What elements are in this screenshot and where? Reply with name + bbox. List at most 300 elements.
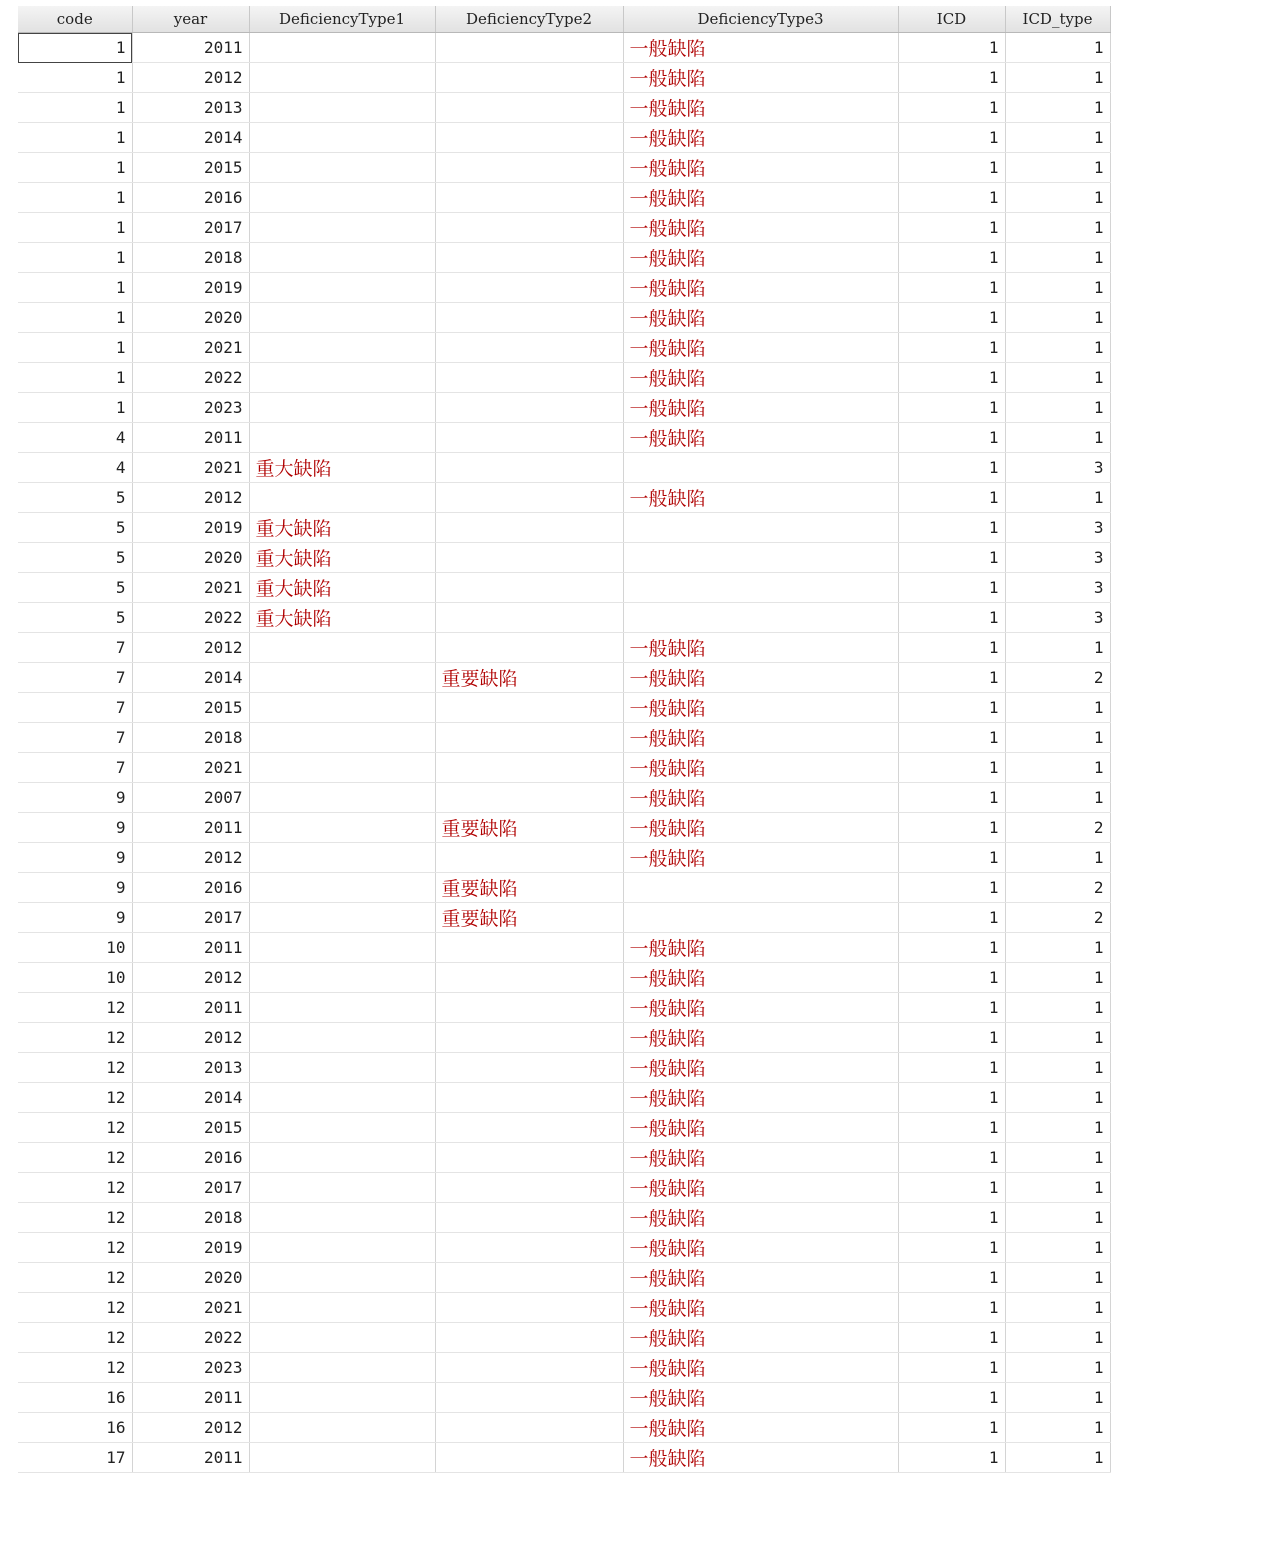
icd-cell[interactable]: 1	[898, 933, 1005, 963]
deficiencytype3-cell[interactable]: 一般缺陷	[623, 243, 898, 273]
deficiencytype2-cell[interactable]	[435, 753, 623, 783]
table-row[interactable]	[18, 1083, 1110, 1113]
year-cell[interactable]: 2021	[132, 753, 249, 783]
table-row[interactable]	[18, 213, 1110, 243]
table-row[interactable]	[18, 333, 1110, 363]
year-cell[interactable]: 2019	[132, 273, 249, 303]
table-row[interactable]	[18, 1323, 1110, 1353]
code-cell[interactable]: 1	[18, 213, 132, 243]
table-row[interactable]	[18, 903, 1110, 933]
deficiencytype3-cell[interactable]: 一般缺陷	[623, 963, 898, 993]
code-cell[interactable]: 16	[18, 1383, 132, 1413]
deficiencytype3-cell[interactable]: 一般缺陷	[623, 1353, 898, 1383]
code-cell[interactable]: 1	[18, 93, 132, 123]
deficiencytype2-cell[interactable]	[435, 213, 623, 243]
deficiencytype3-cell[interactable]: 一般缺陷	[623, 1203, 898, 1233]
deficiencytype3-cell[interactable]: 一般缺陷	[623, 303, 898, 333]
year-cell[interactable]: 2011	[132, 1383, 249, 1413]
deficiencytype1-cell[interactable]	[249, 1203, 435, 1233]
icd-cell[interactable]: 1	[898, 1413, 1005, 1443]
deficiencytype1-cell[interactable]	[249, 843, 435, 873]
code-cell[interactable]: 4	[18, 453, 132, 483]
icd-type-cell[interactable]: 1	[1005, 153, 1110, 183]
deficiencytype2-cell[interactable]	[435, 93, 623, 123]
deficiencytype2-cell[interactable]	[435, 1353, 623, 1383]
icd-cell[interactable]: 1	[898, 63, 1005, 93]
code-cell[interactable]: 12	[18, 1263, 132, 1293]
deficiencytype2-cell[interactable]	[435, 1413, 623, 1443]
icd-type-cell[interactable]: 1	[1005, 1053, 1110, 1083]
deficiencytype1-cell[interactable]	[249, 1173, 435, 1203]
icd-type-cell[interactable]: 1	[1005, 1323, 1110, 1353]
table-row[interactable]	[18, 93, 1110, 123]
deficiencytype3-cell[interactable]: 一般缺陷	[623, 483, 898, 513]
deficiencytype2-cell[interactable]	[435, 483, 623, 513]
year-cell[interactable]: 2019	[132, 1233, 249, 1263]
icd-cell[interactable]: 1	[898, 573, 1005, 603]
icd-type-cell[interactable]: 1	[1005, 933, 1110, 963]
deficiencytype3-cell[interactable]: 一般缺陷	[623, 1143, 898, 1173]
deficiencytype3-cell[interactable]	[623, 543, 898, 573]
deficiencytype3-cell[interactable]: 一般缺陷	[623, 33, 898, 63]
icd-cell[interactable]: 1	[898, 813, 1005, 843]
code-cell[interactable]: 12	[18, 1173, 132, 1203]
icd-cell[interactable]: 1	[898, 453, 1005, 483]
code-cell[interactable]: 9	[18, 783, 132, 813]
deficiencytype2-cell[interactable]	[435, 843, 623, 873]
table-row[interactable]	[18, 153, 1110, 183]
deficiencytype2-cell[interactable]	[435, 63, 623, 93]
icd-cell[interactable]: 1	[898, 633, 1005, 663]
icd-cell[interactable]: 1	[898, 1203, 1005, 1233]
icd-type-cell[interactable]: 1	[1005, 753, 1110, 783]
icd-cell[interactable]: 1	[898, 993, 1005, 1023]
deficiencytype2-cell[interactable]	[435, 453, 623, 483]
deficiencytype2-cell[interactable]	[435, 1203, 623, 1233]
icd-type-cell[interactable]: 1	[1005, 1353, 1110, 1383]
icd-type-cell[interactable]: 1	[1005, 393, 1110, 423]
year-cell[interactable]: 2021	[132, 1293, 249, 1323]
table-row[interactable]	[18, 753, 1110, 783]
table-row[interactable]	[18, 603, 1110, 633]
year-cell[interactable]: 2011	[132, 813, 249, 843]
table-row[interactable]	[18, 513, 1110, 543]
year-cell[interactable]: 2007	[132, 783, 249, 813]
icd-cell[interactable]: 1	[898, 1053, 1005, 1083]
icd-cell[interactable]: 1	[898, 33, 1005, 63]
icd-cell[interactable]: 1	[898, 543, 1005, 573]
deficiencytype3-cell[interactable]	[623, 603, 898, 633]
column-header-year[interactable]: year	[132, 6, 249, 33]
deficiencytype1-cell[interactable]	[249, 93, 435, 123]
icd-cell[interactable]: 1	[898, 783, 1005, 813]
icd-type-cell[interactable]: 1	[1005, 843, 1110, 873]
code-cell[interactable]: 7	[18, 723, 132, 753]
icd-type-cell[interactable]: 1	[1005, 63, 1110, 93]
deficiencytype1-cell[interactable]	[249, 1023, 435, 1053]
deficiencytype1-cell[interactable]: 重大缺陷	[249, 573, 435, 603]
deficiencytype2-cell[interactable]	[435, 123, 623, 153]
table-row[interactable]	[18, 813, 1110, 843]
deficiencytype1-cell[interactable]	[249, 303, 435, 333]
icd-type-cell[interactable]: 1	[1005, 783, 1110, 813]
icd-type-cell[interactable]: 3	[1005, 543, 1110, 573]
icd-type-cell[interactable]: 1	[1005, 1023, 1110, 1053]
deficiencytype3-cell[interactable]: 一般缺陷	[623, 153, 898, 183]
deficiencytype2-cell[interactable]	[435, 1053, 623, 1083]
icd-cell[interactable]: 1	[898, 1173, 1005, 1203]
deficiencytype1-cell[interactable]	[249, 33, 435, 63]
icd-type-cell[interactable]: 1	[1005, 1233, 1110, 1263]
icd-cell[interactable]: 1	[898, 153, 1005, 183]
deficiencytype2-cell[interactable]	[435, 423, 623, 453]
icd-type-cell[interactable]: 1	[1005, 1143, 1110, 1173]
deficiencytype2-cell[interactable]	[435, 1083, 623, 1113]
icd-cell[interactable]: 1	[898, 1323, 1005, 1353]
deficiencytype1-cell[interactable]: 重大缺陷	[249, 543, 435, 573]
icd-type-cell[interactable]: 1	[1005, 1383, 1110, 1413]
deficiencytype3-cell[interactable]	[623, 873, 898, 903]
icd-type-cell[interactable]: 1	[1005, 1113, 1110, 1143]
deficiencytype3-cell[interactable]: 一般缺陷	[623, 1083, 898, 1113]
deficiencytype3-cell[interactable]: 一般缺陷	[623, 1443, 898, 1473]
deficiencytype3-cell[interactable]: 一般缺陷	[623, 1263, 898, 1293]
deficiencytype1-cell[interactable]	[249, 1383, 435, 1413]
code-cell[interactable]: 1	[18, 393, 132, 423]
year-cell[interactable]: 2013	[132, 93, 249, 123]
deficiencytype2-cell[interactable]	[435, 333, 623, 363]
deficiencytype1-cell[interactable]	[249, 183, 435, 213]
deficiencytype3-cell[interactable]: 一般缺陷	[623, 1173, 898, 1203]
icd-cell[interactable]: 1	[898, 1383, 1005, 1413]
year-cell[interactable]: 2011	[132, 933, 249, 963]
deficiencytype2-cell[interactable]	[435, 693, 623, 723]
icd-type-cell[interactable]: 2	[1005, 663, 1110, 693]
deficiencytype1-cell[interactable]	[249, 873, 435, 903]
icd-type-cell[interactable]: 1	[1005, 963, 1110, 993]
table-row[interactable]	[18, 1143, 1110, 1173]
table-row[interactable]	[18, 723, 1110, 753]
code-cell[interactable]: 1	[18, 303, 132, 333]
code-cell[interactable]: 5	[18, 513, 132, 543]
deficiencytype3-cell[interactable]	[623, 903, 898, 933]
column-header-deficiencytype2[interactable]: DeficiencyType2	[435, 6, 623, 33]
icd-type-cell[interactable]: 3	[1005, 603, 1110, 633]
table-row[interactable]	[18, 1293, 1110, 1323]
year-cell[interactable]: 2022	[132, 363, 249, 393]
icd-type-cell[interactable]: 1	[1005, 993, 1110, 1023]
deficiencytype1-cell[interactable]	[249, 243, 435, 273]
table-row[interactable]	[18, 33, 1110, 63]
year-cell[interactable]: 2015	[132, 693, 249, 723]
deficiencytype3-cell[interactable]: 一般缺陷	[623, 333, 898, 363]
code-cell[interactable]: 12	[18, 1233, 132, 1263]
icd-type-cell[interactable]: 1	[1005, 243, 1110, 273]
icd-cell[interactable]: 1	[898, 393, 1005, 423]
icd-cell[interactable]: 1	[898, 213, 1005, 243]
year-cell[interactable]: 2012	[132, 633, 249, 663]
year-cell[interactable]: 2020	[132, 1263, 249, 1293]
year-cell[interactable]: 2020	[132, 543, 249, 573]
icd-cell[interactable]: 1	[898, 93, 1005, 123]
table-row[interactable]	[18, 1263, 1110, 1293]
icd-cell[interactable]: 1	[898, 333, 1005, 363]
icd-type-cell[interactable]: 1	[1005, 183, 1110, 213]
deficiencytype2-cell[interactable]	[435, 723, 623, 753]
code-cell[interactable]: 4	[18, 423, 132, 453]
icd-cell[interactable]: 1	[898, 1083, 1005, 1113]
table-row[interactable]	[18, 1023, 1110, 1053]
deficiencytype2-cell[interactable]	[435, 1443, 623, 1473]
deficiencytype3-cell[interactable]: 一般缺陷	[623, 393, 898, 423]
year-cell[interactable]: 2023	[132, 393, 249, 423]
icd-type-cell[interactable]: 1	[1005, 33, 1110, 63]
icd-cell[interactable]: 1	[898, 963, 1005, 993]
year-cell[interactable]: 2015	[132, 1113, 249, 1143]
column-header-deficiencytype3[interactable]: DeficiencyType3	[623, 6, 898, 33]
icd-cell[interactable]: 1	[898, 243, 1005, 273]
code-cell[interactable]: 1	[18, 183, 132, 213]
icd-cell[interactable]: 1	[898, 1143, 1005, 1173]
deficiencytype2-cell[interactable]	[435, 363, 623, 393]
year-cell[interactable]: 2012	[132, 1413, 249, 1443]
deficiencytype2-cell[interactable]: 重要缺陷	[435, 903, 623, 933]
deficiencytype2-cell[interactable]	[435, 963, 623, 993]
deficiencytype3-cell[interactable]: 一般缺陷	[623, 123, 898, 153]
deficiencytype1-cell[interactable]	[249, 213, 435, 243]
deficiencytype2-cell[interactable]: 重要缺陷	[435, 873, 623, 903]
column-header-code[interactable]: code	[18, 6, 132, 33]
icd-type-cell[interactable]: 2	[1005, 903, 1110, 933]
icd-cell[interactable]: 1	[898, 123, 1005, 153]
deficiencytype1-cell[interactable]	[249, 1443, 435, 1473]
deficiencytype3-cell[interactable]: 一般缺陷	[623, 753, 898, 783]
table-row[interactable]	[18, 243, 1110, 273]
deficiencytype2-cell[interactable]	[435, 1383, 623, 1413]
code-cell[interactable]: 12	[18, 1083, 132, 1113]
year-cell[interactable]: 2017	[132, 1173, 249, 1203]
code-cell[interactable]: 1	[18, 333, 132, 363]
year-cell[interactable]: 2016	[132, 873, 249, 903]
year-cell[interactable]: 2012	[132, 63, 249, 93]
table-row[interactable]	[18, 363, 1110, 393]
icd-type-cell[interactable]: 2	[1005, 813, 1110, 843]
deficiencytype2-cell[interactable]	[435, 603, 623, 633]
deficiencytype1-cell[interactable]	[249, 1263, 435, 1293]
deficiencytype3-cell[interactable]: 一般缺陷	[623, 1383, 898, 1413]
code-cell[interactable]: 5	[18, 483, 132, 513]
table-row[interactable]	[18, 993, 1110, 1023]
code-cell[interactable]: 1	[18, 363, 132, 393]
icd-type-cell[interactable]: 3	[1005, 513, 1110, 543]
deficiencytype1-cell[interactable]	[249, 813, 435, 843]
deficiencytype1-cell[interactable]	[249, 693, 435, 723]
deficiencytype1-cell[interactable]	[249, 753, 435, 783]
table-row[interactable]	[18, 1353, 1110, 1383]
icd-type-cell[interactable]: 1	[1005, 303, 1110, 333]
table-row[interactable]	[18, 1203, 1110, 1233]
year-cell[interactable]: 2012	[132, 1023, 249, 1053]
deficiencytype3-cell[interactable]: 一般缺陷	[623, 993, 898, 1023]
deficiencytype1-cell[interactable]	[249, 1113, 435, 1143]
deficiencytype1-cell[interactable]	[249, 363, 435, 393]
deficiencytype2-cell[interactable]	[435, 1293, 623, 1323]
deficiencytype1-cell[interactable]	[249, 1353, 435, 1383]
icd-cell[interactable]: 1	[898, 1113, 1005, 1143]
code-cell[interactable]: 12	[18, 1113, 132, 1143]
table-row[interactable]	[18, 1383, 1110, 1413]
deficiencytype3-cell[interactable]: 一般缺陷	[623, 423, 898, 453]
year-cell[interactable]: 2022	[132, 603, 249, 633]
deficiencytype1-cell[interactable]	[249, 1323, 435, 1353]
deficiencytype2-cell[interactable]	[435, 1143, 623, 1173]
icd-type-cell[interactable]: 1	[1005, 363, 1110, 393]
year-cell[interactable]: 2017	[132, 903, 249, 933]
year-cell[interactable]: 2021	[132, 333, 249, 363]
table-row[interactable]	[18, 483, 1110, 513]
deficiencytype3-cell[interactable]: 一般缺陷	[623, 1053, 898, 1083]
year-cell[interactable]: 2014	[132, 1083, 249, 1113]
code-cell[interactable]: 1	[18, 33, 132, 63]
icd-cell[interactable]: 1	[898, 183, 1005, 213]
code-cell[interactable]: 7	[18, 753, 132, 783]
icd-type-cell[interactable]: 1	[1005, 1263, 1110, 1293]
deficiencytype3-cell[interactable]: 一般缺陷	[623, 693, 898, 723]
deficiencytype3-cell[interactable]: 一般缺陷	[623, 1323, 898, 1353]
table-row[interactable]	[18, 783, 1110, 813]
code-cell[interactable]: 12	[18, 1293, 132, 1323]
deficiencytype1-cell[interactable]	[249, 153, 435, 183]
icd-type-cell[interactable]: 1	[1005, 333, 1110, 363]
code-cell[interactable]: 16	[18, 1413, 132, 1443]
table-row[interactable]	[18, 1233, 1110, 1263]
deficiencytype1-cell[interactable]	[249, 663, 435, 693]
icd-cell[interactable]: 1	[898, 1023, 1005, 1053]
year-cell[interactable]: 2011	[132, 993, 249, 1023]
icd-cell[interactable]: 1	[898, 843, 1005, 873]
code-cell[interactable]: 10	[18, 933, 132, 963]
icd-type-cell[interactable]: 1	[1005, 1293, 1110, 1323]
icd-cell[interactable]: 1	[898, 303, 1005, 333]
icd-type-cell[interactable]: 1	[1005, 633, 1110, 663]
table-row[interactable]	[18, 1443, 1110, 1473]
icd-type-cell[interactable]: 1	[1005, 693, 1110, 723]
deficiencytype2-cell[interactable]	[435, 783, 623, 813]
code-cell[interactable]: 9	[18, 813, 132, 843]
icd-cell[interactable]: 1	[898, 723, 1005, 753]
icd-cell[interactable]: 1	[898, 753, 1005, 783]
deficiencytype1-cell[interactable]	[249, 1083, 435, 1113]
deficiencytype3-cell[interactable]: 一般缺陷	[623, 1233, 898, 1263]
deficiencytype2-cell[interactable]	[435, 1263, 623, 1293]
icd-type-cell[interactable]: 1	[1005, 423, 1110, 453]
year-cell[interactable]: 2012	[132, 483, 249, 513]
column-header-icd[interactable]: ICD	[898, 6, 1005, 33]
icd-cell[interactable]: 1	[898, 363, 1005, 393]
icd-type-cell[interactable]: 1	[1005, 723, 1110, 753]
year-cell[interactable]: 2018	[132, 243, 249, 273]
year-cell[interactable]: 2021	[132, 573, 249, 603]
deficiencytype3-cell[interactable]: 一般缺陷	[623, 273, 898, 303]
icd-cell[interactable]: 1	[898, 1293, 1005, 1323]
icd-cell[interactable]: 1	[898, 483, 1005, 513]
deficiencytype1-cell[interactable]	[249, 963, 435, 993]
icd-cell[interactable]: 1	[898, 1353, 1005, 1383]
icd-cell[interactable]: 1	[898, 513, 1005, 543]
code-cell[interactable]: 12	[18, 1023, 132, 1053]
icd-type-cell[interactable]: 1	[1005, 1173, 1110, 1203]
data-grid[interactable]	[18, 6, 1111, 1473]
icd-type-cell[interactable]: 1	[1005, 93, 1110, 123]
deficiencytype2-cell[interactable]	[435, 393, 623, 423]
deficiencytype1-cell[interactable]	[249, 1143, 435, 1173]
deficiencytype1-cell[interactable]	[249, 393, 435, 423]
table-row[interactable]	[18, 393, 1110, 423]
year-cell[interactable]: 2020	[132, 303, 249, 333]
icd-cell[interactable]: 1	[898, 663, 1005, 693]
code-cell[interactable]: 12	[18, 1353, 132, 1383]
icd-type-cell[interactable]: 1	[1005, 273, 1110, 303]
table-row[interactable]	[18, 963, 1110, 993]
year-cell[interactable]: 2012	[132, 843, 249, 873]
code-cell[interactable]: 5	[18, 573, 132, 603]
deficiencytype1-cell[interactable]	[249, 933, 435, 963]
table-row[interactable]	[18, 123, 1110, 153]
deficiencytype2-cell[interactable]	[435, 933, 623, 963]
deficiencytype3-cell[interactable]: 一般缺陷	[623, 183, 898, 213]
deficiencytype2-cell[interactable]	[435, 303, 623, 333]
deficiencytype3-cell[interactable]: 一般缺陷	[623, 1023, 898, 1053]
deficiencytype1-cell[interactable]	[249, 333, 435, 363]
code-cell[interactable]: 17	[18, 1443, 132, 1473]
table-row[interactable]	[18, 933, 1110, 963]
icd-type-cell[interactable]: 1	[1005, 483, 1110, 513]
icd-type-cell[interactable]: 1	[1005, 1083, 1110, 1113]
icd-type-cell[interactable]: 3	[1005, 573, 1110, 603]
deficiencytype3-cell[interactable]: 一般缺陷	[623, 213, 898, 243]
code-cell[interactable]: 1	[18, 153, 132, 183]
deficiencytype2-cell[interactable]	[435, 183, 623, 213]
deficiencytype2-cell[interactable]: 重要缺陷	[435, 813, 623, 843]
table-row[interactable]	[18, 543, 1110, 573]
year-cell[interactable]: 2014	[132, 663, 249, 693]
deficiencytype3-cell[interactable]: 一般缺陷	[623, 663, 898, 693]
icd-cell[interactable]: 1	[898, 273, 1005, 303]
year-cell[interactable]: 2019	[132, 513, 249, 543]
deficiencytype2-cell[interactable]	[435, 153, 623, 183]
year-cell[interactable]: 2016	[132, 183, 249, 213]
deficiencytype3-cell[interactable]	[623, 453, 898, 483]
deficiencytype1-cell[interactable]	[249, 723, 435, 753]
code-cell[interactable]: 12	[18, 993, 132, 1023]
deficiencytype1-cell[interactable]	[249, 993, 435, 1023]
deficiencytype2-cell[interactable]	[435, 33, 623, 63]
deficiencytype1-cell[interactable]	[249, 1293, 435, 1323]
code-cell[interactable]: 12	[18, 1323, 132, 1353]
deficiencytype2-cell[interactable]	[435, 543, 623, 573]
icd-type-cell[interactable]: 1	[1005, 1413, 1110, 1443]
icd-type-cell[interactable]: 1	[1005, 1203, 1110, 1233]
deficiencytype2-cell[interactable]	[435, 513, 623, 543]
deficiencytype3-cell[interactable]: 一般缺陷	[623, 933, 898, 963]
icd-type-cell[interactable]: 1	[1005, 1443, 1110, 1473]
deficiencytype1-cell[interactable]	[249, 903, 435, 933]
table-row[interactable]	[18, 183, 1110, 213]
year-cell[interactable]: 2018	[132, 1203, 249, 1233]
deficiencytype1-cell[interactable]	[249, 633, 435, 663]
deficiencytype2-cell[interactable]	[435, 1023, 623, 1053]
column-header-deficiencytype1[interactable]: DeficiencyType1	[249, 6, 435, 33]
